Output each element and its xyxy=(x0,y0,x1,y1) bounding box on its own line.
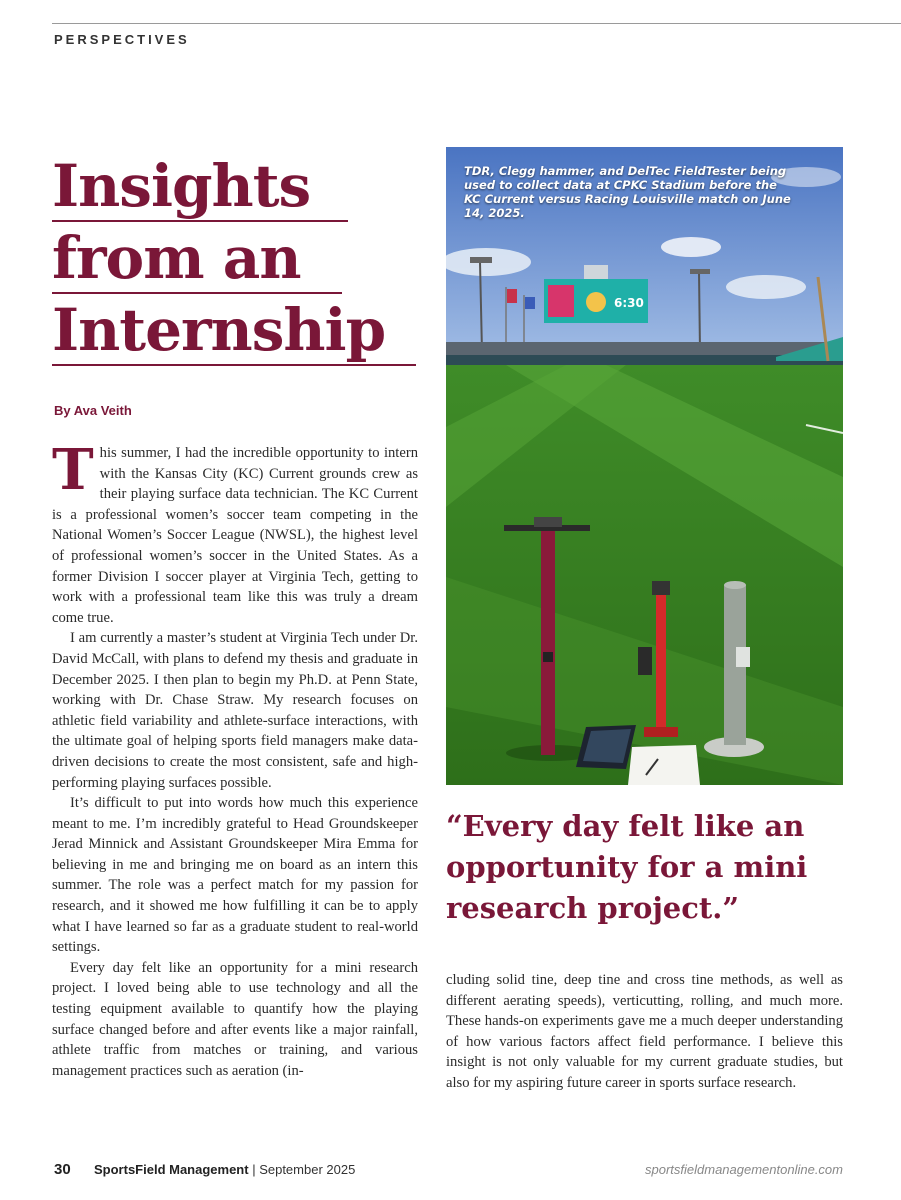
page-number: 30 xyxy=(54,1161,71,1178)
paragraph-4: Every day felt like an opportunity for a mini research project. I loved being able to use technology and all the testing equipment available to quantify how the playing surface changed before and after events like a major rainfall, athlete traffic from matches or training, and various management practices such as aeration (in- xyxy=(52,959,418,1079)
deltec-label xyxy=(736,647,750,667)
article-headline xyxy=(52,150,422,366)
clegg-handle xyxy=(652,581,670,595)
flag xyxy=(525,297,535,309)
body-column-left xyxy=(52,437,418,1081)
footer-separator: | xyxy=(248,1162,260,1177)
publication-info xyxy=(94,1162,355,1177)
headline-line-1: Insights xyxy=(52,150,348,222)
tdr-meter xyxy=(541,525,555,755)
paragraph-3: It’s difficult to put into words how much this experience meant to me. I’m incredibly grateful to Head Groundskeeper Jerad Minnick and Assistant Groundskeeper Mira Emma for believing in me and bringing me on board as an intern this summer. The role was a perfect match for my passion for research, and it showed me how fulfilling it can be to apply what I have learned so far as a graduate student to real-world settings. xyxy=(52,795,418,956)
issue-date: September 2025 xyxy=(259,1162,356,1177)
tdr-clip xyxy=(543,652,553,662)
byline: By Ava Veith xyxy=(54,403,132,418)
scoreboard-logo xyxy=(586,292,606,312)
top-rule xyxy=(52,23,901,24)
paragraph-1: This summer, I had the incredible opportunity to intern with the Kansas City (KC) Current grounds crew as their playing surface data technician. The KC Current is a professional women’s soccer team competing in the National Women’s Soccer League (NWSL), the highest level of professional women’s soccer in the United States. As a former Division I soccer player at Virginia Tech, getting to work with a professional team like this was truly a dream come true. xyxy=(52,437,418,626)
light-tower xyxy=(699,272,700,352)
cloud xyxy=(726,275,806,299)
website-url[interactable]: sportsfieldmanagementonline.com xyxy=(645,1162,843,1177)
drop-cap: T xyxy=(52,437,94,503)
flag xyxy=(507,289,517,303)
headline-line-3: Internship xyxy=(52,294,416,366)
notepad xyxy=(628,745,700,785)
tdr-display xyxy=(534,517,562,527)
pull-quote: “Every day felt like an opportunity for a mini research project.” xyxy=(446,809,808,925)
scoreboard-panel xyxy=(548,285,574,317)
headline-line-2: from an xyxy=(52,222,342,294)
field-photo xyxy=(446,147,843,785)
section-label: PERSPECTIVES xyxy=(54,32,190,47)
light-tower-head xyxy=(470,257,492,263)
cloud xyxy=(661,237,721,257)
paragraph-2: I am currently a master’s student at Virginia Tech under Dr. David McCall, with plans to defend my thesis and graduate in December 2025. I then plan to begin my Ph.D. at Penn State, working with Dr. Chase Straw. My research focuses on athletic field variability and athlete-surface interactions, with the ultimate goal of helping sports field managers make data-driven decisions to create the most consistent, safe and high-performing playing surfaces possible. xyxy=(52,630,418,791)
scoreboard-text: 6:30 xyxy=(614,296,644,310)
field-photo-illustration xyxy=(446,147,843,785)
clegg-hammer xyxy=(656,595,666,735)
light-tower-head xyxy=(690,269,710,274)
deltec-top xyxy=(724,581,746,589)
clegg-readout xyxy=(638,647,652,675)
photo-caption: TDR, Clegg hammer, and DelTec FieldTester being used to collect data at CPKC Stadium before the KC Current versus Racing Louisville match on June 14, 2025. xyxy=(464,164,791,220)
body-column-right xyxy=(446,970,843,1094)
paragraph-5: cluding solid tine, deep tine and cross tine methods, as well as different aerating speeds), verticutting, rolling, and much more. These hands-on experiments gave me a much deeper understanding of how various factors affect field performance. I believe this insight is not only valuable for my current graduate studies, but also for my aspiring future career in sports surface research. xyxy=(446,972,843,1091)
clegg-base xyxy=(644,727,678,737)
scoreboard-crest xyxy=(584,265,608,279)
tablet-screen xyxy=(583,729,631,763)
publication-name: SportsField Management xyxy=(94,1162,249,1177)
